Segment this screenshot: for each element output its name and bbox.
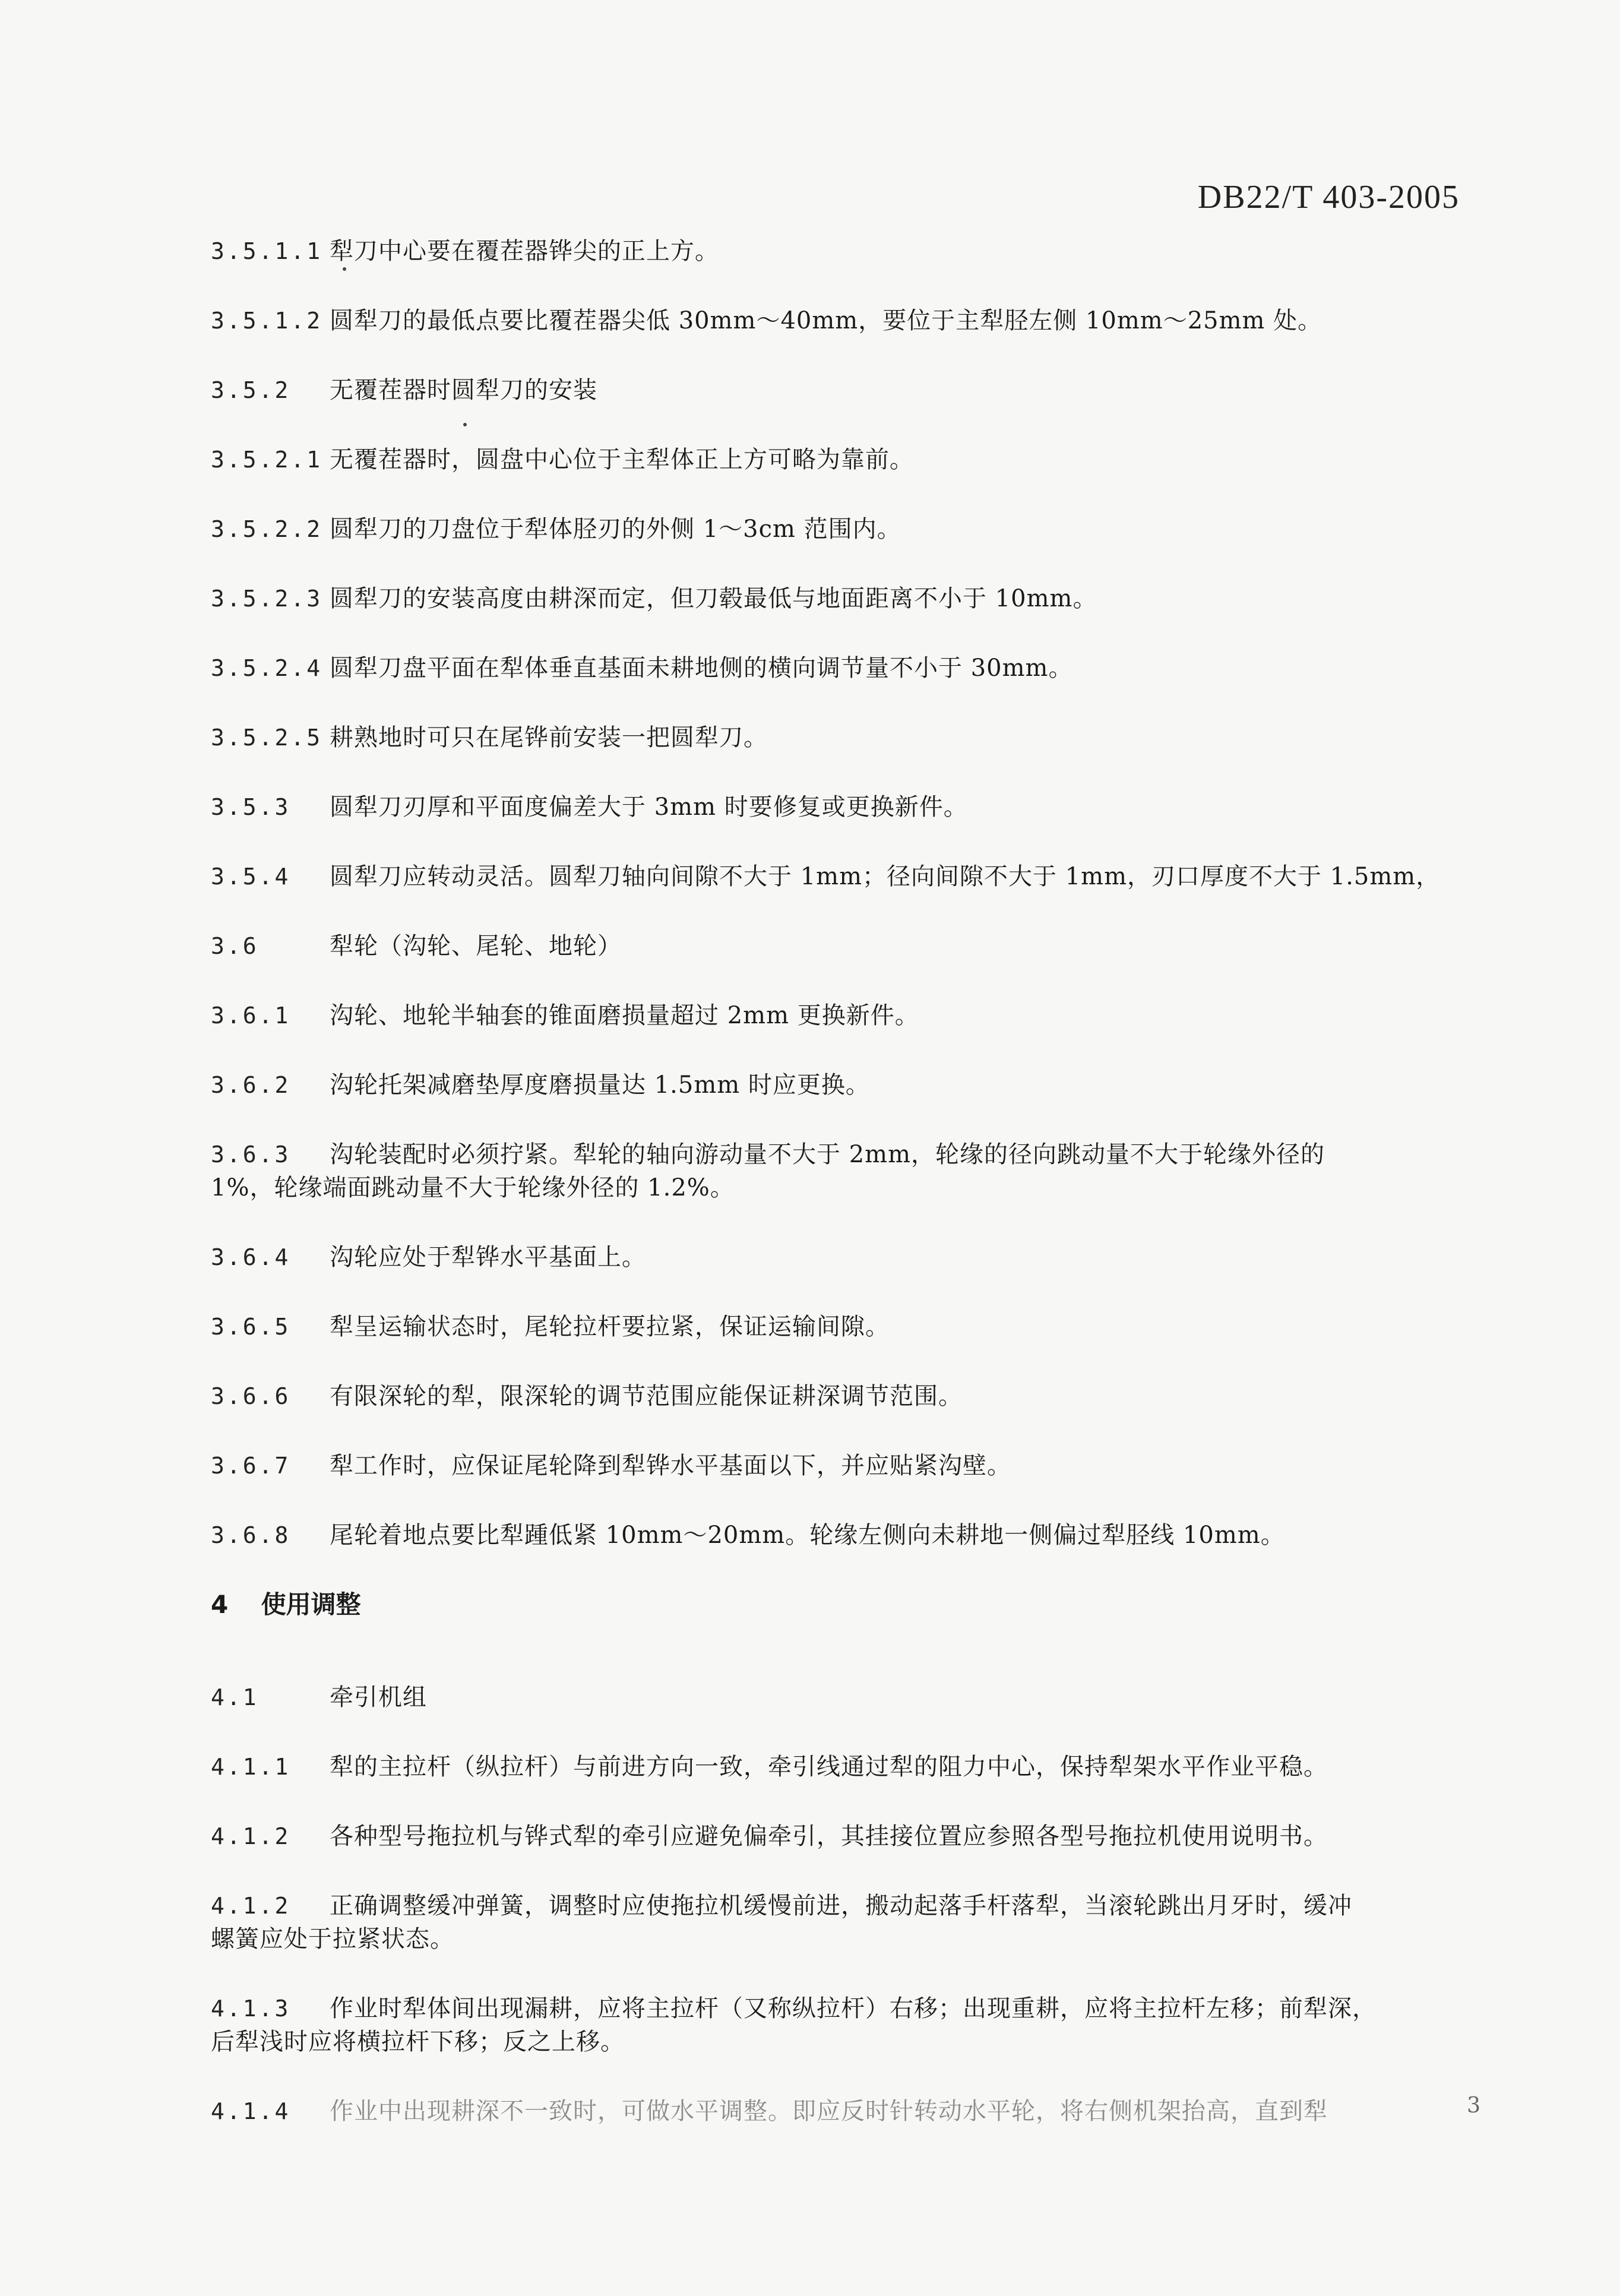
paragraph — [211, 1820, 1464, 1853]
paragraph — [211, 1889, 1464, 1956]
paragraph — [211, 860, 1464, 893]
clause-text: 各种型号拖拉机与铧式犁的牵引应避免偏牵引，其挂接位置应参照各型号拖拉机使用说明书。 — [330, 1823, 1328, 1850]
clause-text: 沟轮托架减磨垫厚度磨损量达 1.5mm 时应更换。 — [330, 1071, 870, 1099]
page-number: 3 — [1467, 2093, 1480, 2118]
paragraph — [211, 1068, 1464, 1102]
clause-text: 犁刀中心要在覆茬器铧尖的正上方。 — [330, 238, 719, 265]
paragraph — [211, 929, 1464, 963]
section-heading — [211, 1588, 1464, 1621]
clause-text: 沟轮、地轮半轴套的锥面磨损量超过 2mm 更换新件。 — [330, 1002, 919, 1029]
clause-number: 3.6.2 — [211, 1072, 291, 1098]
scan-speck — [343, 267, 346, 271]
paragraph — [211, 1138, 1464, 1204]
section-4-paragraphs — [211, 1681, 1464, 2128]
clause-number: 4.1.2 — [211, 1893, 291, 1919]
clause-number: 3.5.4 — [211, 864, 291, 890]
paragraph — [211, 2095, 1464, 2128]
paragraph — [211, 1241, 1464, 1274]
clause-text: 圆犁刀盘平面在犁体垂直基面未耕地侧的横向调节量不小于 30mm。 — [330, 654, 1073, 682]
clause-number: 3.6.1 — [211, 1002, 291, 1029]
clause-text: 有限深轮的犁，限深轮的调节范围应能保证耕深调节范围。 — [330, 1383, 963, 1410]
clause-number: 3.5.1.1 — [211, 238, 323, 264]
clause-text-continuation: 后犁浅时应将横拉杆下移；反之上移。 — [211, 2028, 625, 2055]
paragraph — [211, 513, 1464, 546]
clause-number: 3.6.4 — [211, 1244, 291, 1270]
clause-text: 犁呈运输状态时，尾轮拉杆要拉紧，保证运输间隙。 — [330, 1313, 890, 1340]
clause-number: 3.6.5 — [211, 1314, 291, 1340]
section-title: 使用调整 — [261, 1590, 361, 1619]
clause-number: 4.1 — [211, 1684, 259, 1710]
clause-text: 沟轮应处于犁铧水平基面上。 — [330, 1244, 646, 1271]
clause-number: 4.1.3 — [211, 1995, 291, 2022]
clause-text: 圆犁刀的最低点要比覆茬器尖低 30mm～40mm，要位于主犁胫左侧 10mm～25mm 处。 — [330, 307, 1322, 334]
paragraph — [211, 1380, 1464, 1413]
clause-text: 作业中出现耕深不一致时，可做水平调整。即应反时针转动水平轮，将右侧机架抬高，直到犁 — [330, 2098, 1328, 2125]
paragraph — [211, 1310, 1464, 1343]
clause-number: 3.6.7 — [211, 1453, 291, 1479]
clause-text: 圆犁刀的安装高度由耕深而定，但刀毂最低与地面距离不小于 10mm。 — [330, 585, 1097, 612]
paragraph — [211, 582, 1464, 615]
clause-text: 无覆茬器时圆犁刀的安装 — [330, 377, 597, 404]
paragraph — [211, 304, 1464, 337]
clause-text: 无覆茬器时，圆盘中心位于主犁体正上方可略为靠前。 — [330, 446, 914, 473]
clause-text: 牵引机组 — [330, 1684, 427, 1711]
paragraph — [211, 1992, 1464, 2058]
clause-text: 尾轮着地点要比犁踵低紧 10mm～20mm。轮缘左侧向未耕地一侧偏过犁胫线 10mm。 — [330, 1522, 1285, 1549]
section-number: 4 — [211, 1590, 229, 1619]
clause-number: 3.6.3 — [211, 1141, 291, 1168]
clause-number: 3.5.2.1 — [211, 447, 323, 473]
clause-text-continuation: 1%，轮缘端面跳动量不大于轮缘外径的 1.2%。 — [211, 1174, 735, 1201]
paragraph — [211, 235, 1464, 268]
clause-number: 3.5.2.3 — [211, 586, 323, 612]
paragraph — [211, 652, 1464, 685]
clause-text: 犁工作时，应保证尾轮降到犁铧水平基面以下，并应贴紧沟壁。 — [330, 1452, 1011, 1479]
paragraph — [211, 721, 1464, 754]
scan-speck — [463, 423, 467, 426]
clause-number: 3.5.1.2 — [211, 308, 323, 334]
section-3-paragraphs — [211, 235, 1464, 1552]
clause-text: 圆犁刀刃厚和平面度偏差大于 3mm 时要修复或更换新件。 — [330, 793, 968, 821]
clause-text: 沟轮装配时必须拧紧。犁轮的轴向游动量不大于 2mm，轮缘的径向跳动量不大于轮缘外径的 — [330, 1141, 1325, 1168]
clause-number: 4.1.1 — [211, 1754, 291, 1780]
paragraph — [211, 1519, 1464, 1552]
clause-text: 圆犁刀应转动灵活。圆犁刀轴向间隙不大于 1mm；径向间隙不大于 1mm，刃口厚度不大于 1.5mm， — [330, 863, 1441, 890]
clause-text: 正确调整缓冲弹簧，调整时应使拖拉机缓慢前进，搬动起落手杆落犁，当滚轮跳出月牙时，缓冲 — [330, 1892, 1352, 1919]
clause-text: 作业时犁体间出现漏耕，应将主拉杆（又称纵拉杆）右移；出现重耕，应将主拉杆左移；前犁深， — [330, 1995, 1377, 2022]
clause-number: 3.5.2 — [211, 377, 291, 403]
paragraph — [211, 443, 1464, 476]
document-body — [211, 235, 1464, 2164]
clause-text: 犁轮（沟轮、尾轮、地轮） — [330, 932, 622, 960]
paragraph — [211, 1681, 1464, 1714]
paragraph — [211, 790, 1464, 824]
paragraph — [211, 1750, 1464, 1783]
clause-number: 4.1.4 — [211, 2098, 291, 2124]
clause-text: 犁的主拉杆（纵拉杆）与前进方向一致，牵引线通过犁的阻力中心，保持犁架水平作业平稳。 — [330, 1753, 1328, 1780]
clause-number: 3.6.6 — [211, 1383, 291, 1409]
document-code: DB22/T 403-2005 — [1197, 179, 1460, 216]
clause-number: 3.5.3 — [211, 794, 291, 820]
clause-number: 3.5.2.4 — [211, 655, 323, 681]
clause-text-continuation: 螺簧应处于拉紧状态。 — [211, 1925, 454, 1953]
clause-number: 3.6 — [211, 933, 259, 959]
paragraph — [211, 1449, 1464, 1482]
clause-text: 圆犁刀的刀盘位于犁体胫刃的外侧 1～3cm 范围内。 — [330, 516, 901, 543]
clause-number: 4.1.2 — [211, 1823, 291, 1849]
clause-number: 3.5.2.2 — [211, 516, 323, 542]
clause-text: 耕熟地时可只在尾铧前安装一把圆犁刀。 — [330, 724, 768, 751]
clause-number: 3.5.2.5 — [211, 725, 323, 751]
clause-number: 3.6.8 — [211, 1522, 291, 1548]
paragraph — [211, 374, 1464, 407]
paragraph — [211, 999, 1464, 1032]
